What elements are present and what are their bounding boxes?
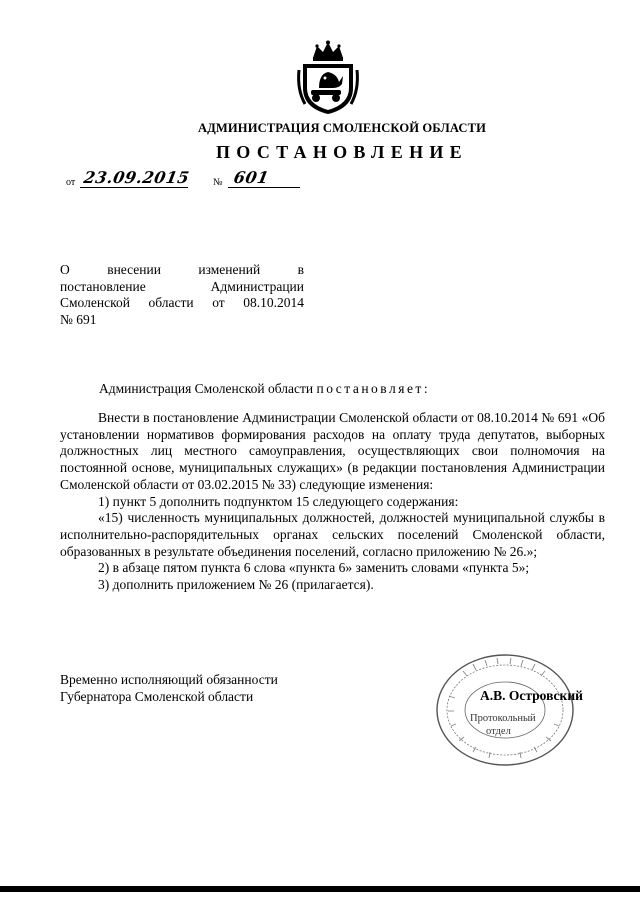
body-paragraph: 3) дополнить приложением № 26 (прилагается). (98, 577, 374, 593)
preamble-verb: постановляет: (316, 381, 431, 396)
document-subject (60, 262, 304, 328)
smolensk-coat-of-arms-icon (295, 40, 361, 116)
subject-line: № 691 (60, 311, 97, 327)
body-paragraph: «15) численность муниципальных должностей, должностей муниципальной службы в исполнительно-распорядительных органах сельских поселений Смоленской области, образованных в результате объединения поселений, согласно приложению № 26.»; (60, 510, 605, 559)
date-underline (80, 187, 188, 188)
subject-line: постановление Администрации (60, 278, 304, 294)
signer-position-line: Временно исполняющий обязанности (60, 672, 278, 687)
number-value: 601 (232, 168, 271, 187)
signer-position (60, 671, 278, 705)
scan-bottom-border (0, 886, 640, 892)
number-underline (228, 187, 300, 188)
organization-title: АДМИНИСТРАЦИЯ СМОЛЕНСКОЙ ОБЛАСТИ (197, 121, 487, 135)
date-label: от (66, 177, 76, 188)
number-label: № (213, 177, 223, 188)
stamp-text: Протокольный (470, 713, 536, 724)
preamble-text: Администрация Смоленской области (99, 381, 317, 396)
subject-line: Смоленской области от 08.10.2014 (60, 295, 304, 310)
signer-name: А.В. Островский (480, 688, 583, 703)
body-paragraph: Внести в постановление Администрации Смоленской области от 08.10.2014 № 691 «Об установлении нормативов формирования расходов на оплату труда депутатов, выборных должностных лиц местного самоуправления, осуществляющих свои полномочия на постоянной основе, муниципальных служащих» (в редакции постановления Администрации Смоленской области от 03.02.2015 № 33) следующие изменения: (60, 410, 605, 492)
document-body (60, 410, 605, 594)
official-stamp-icon (433, 651, 577, 769)
stamp-text: отдел (486, 726, 511, 737)
date-value: 23.09.2015 (82, 168, 191, 187)
document-type-title: ПОСТАНОВЛЕНИЕ (216, 142, 468, 162)
body-paragraph: 2) в абзаце пятом пункта 6 слова «пункта 6» заменить словами «пункта 5»; (98, 560, 530, 576)
preamble (99, 381, 430, 397)
body-paragraph: 1) пункт 5 дополнить подпунктом 15 следующего содержания: (98, 493, 459, 509)
signer-position-line: Губернатора Смоленской области (60, 689, 254, 704)
registration-line (66, 168, 306, 192)
subject-line: О внесении изменений в (60, 262, 304, 277)
